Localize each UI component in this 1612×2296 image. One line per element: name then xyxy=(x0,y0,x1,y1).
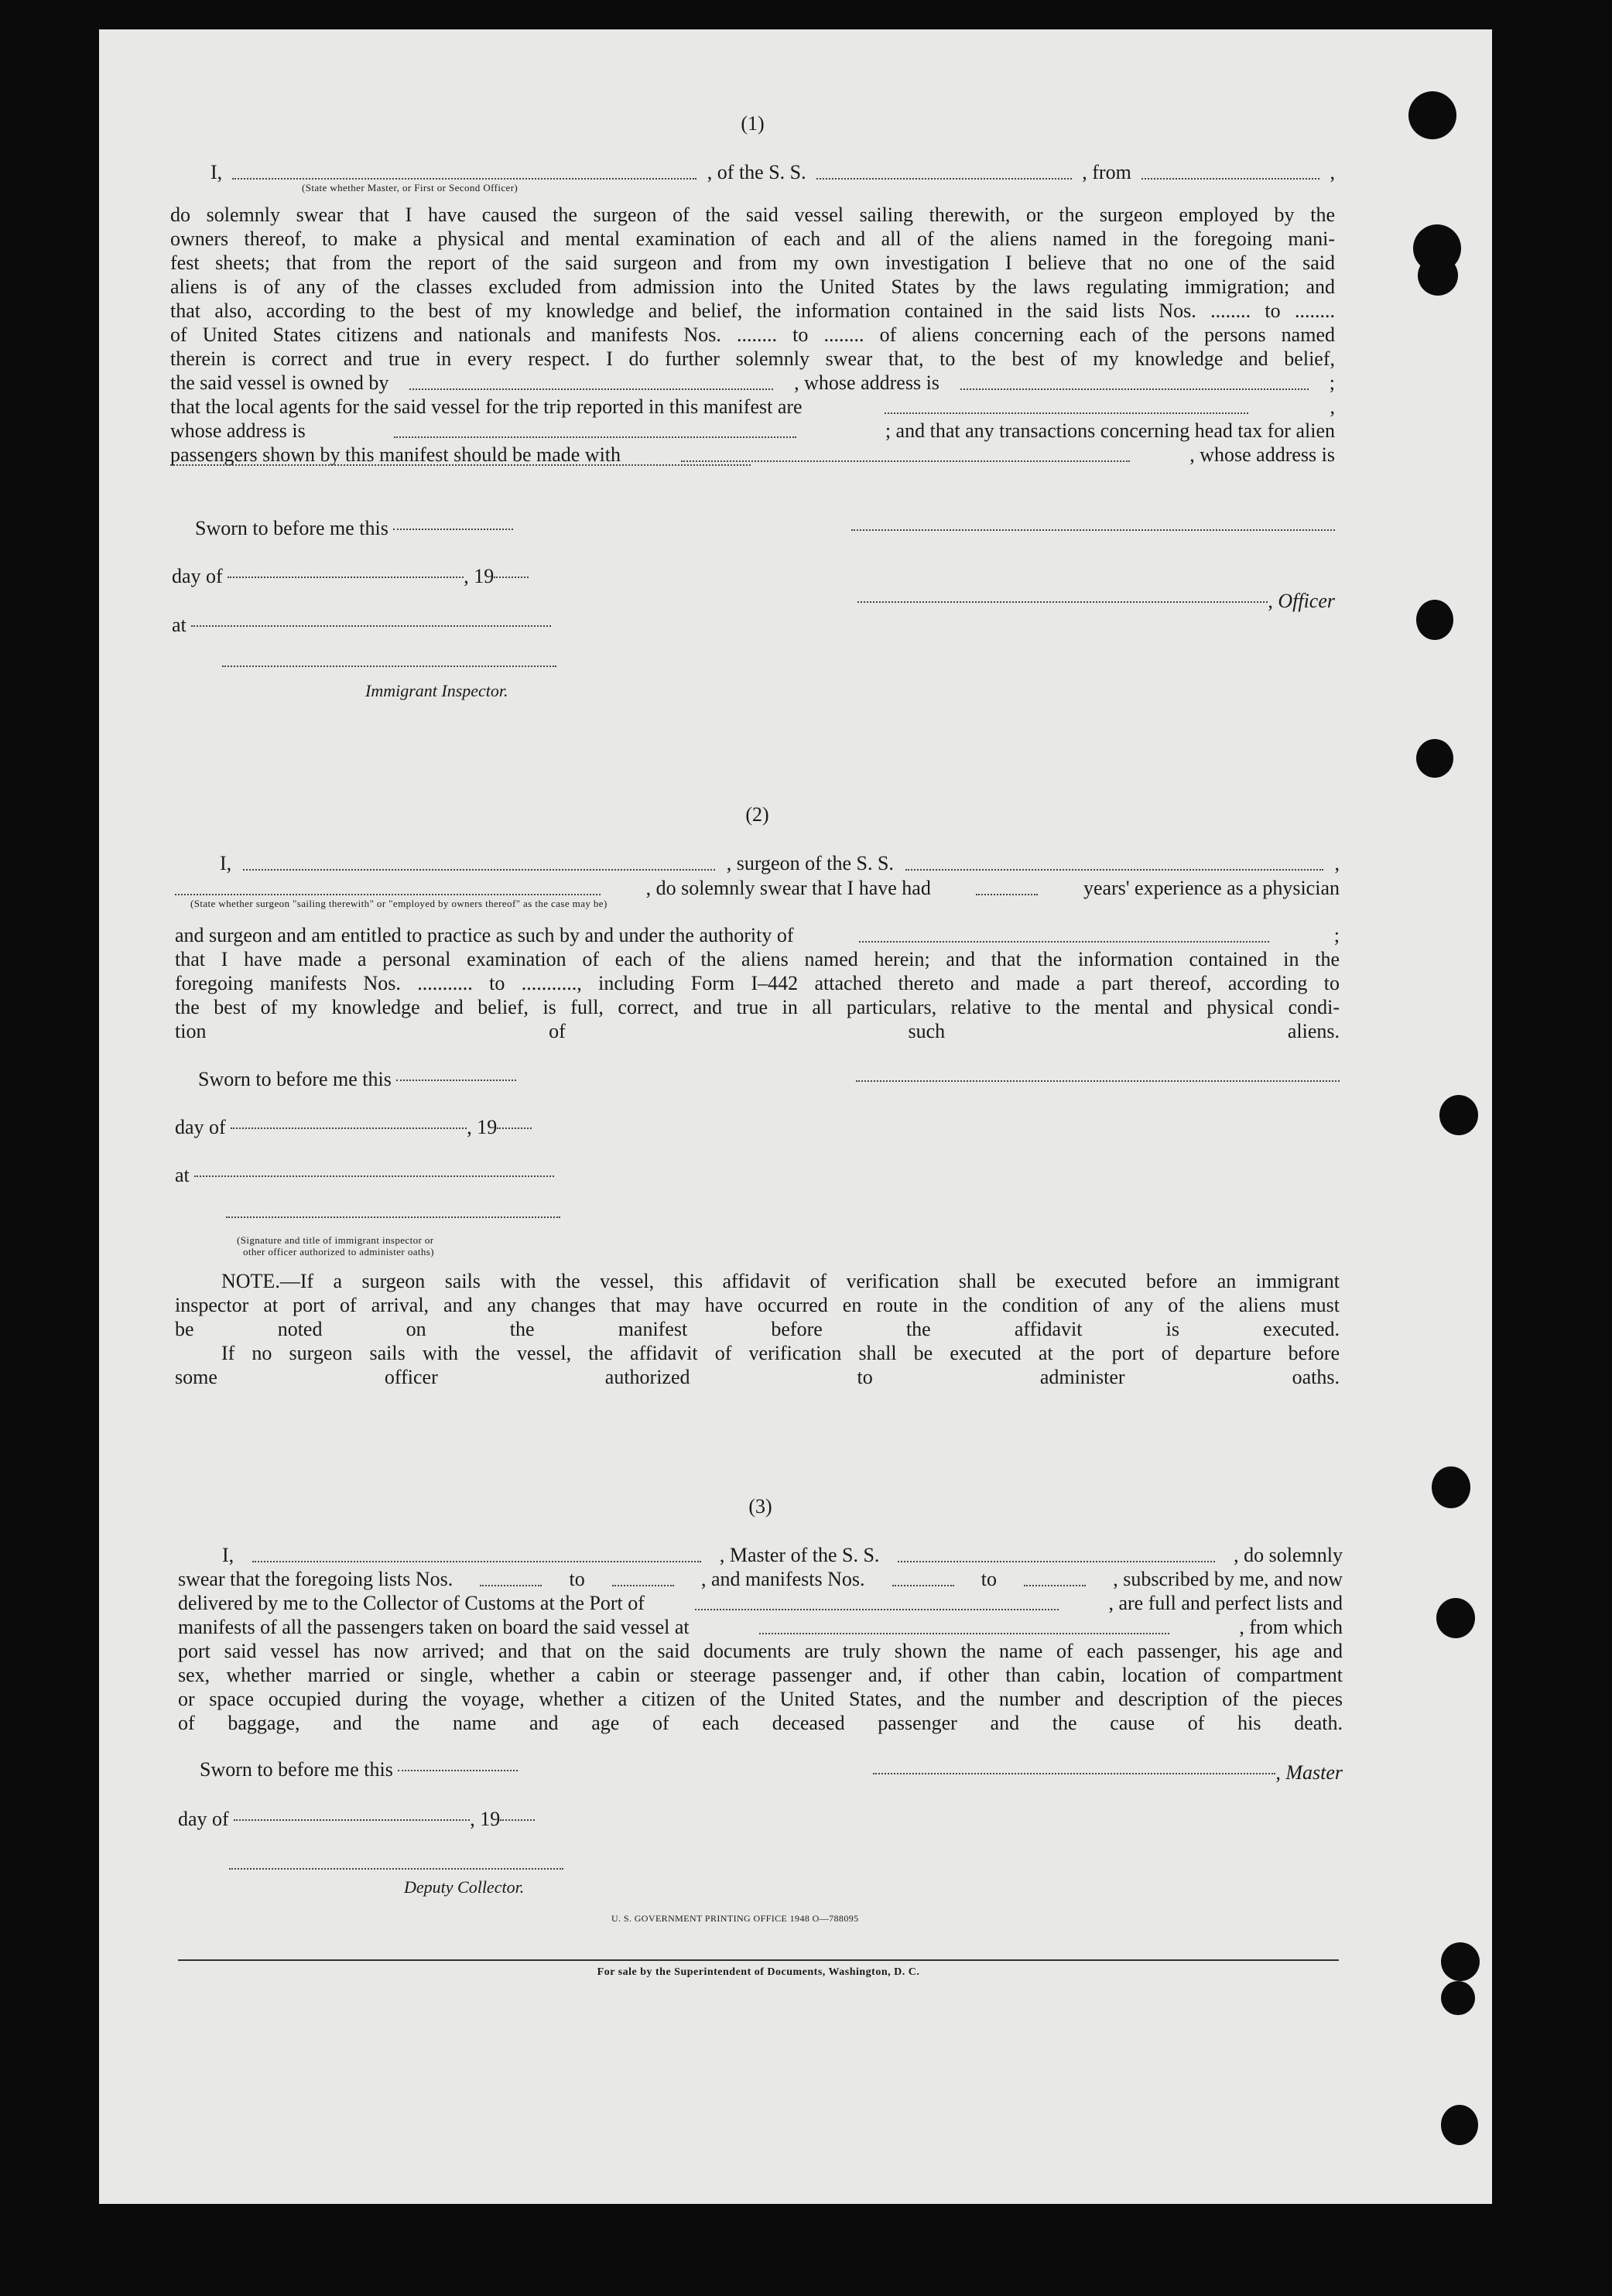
day-line: day of , 19 xyxy=(172,565,529,588)
sworn-date-field[interactable] xyxy=(398,1770,518,1771)
punch-hole xyxy=(1436,1598,1475,1638)
officer-name-field[interactable] xyxy=(232,156,696,180)
years-field[interactable] xyxy=(976,871,1038,895)
manifest-to-field[interactable] xyxy=(1024,1562,1086,1586)
head-tax-address-field[interactable] xyxy=(170,464,751,466)
agents-address-field[interactable] xyxy=(394,414,796,438)
section-number: (3) xyxy=(748,1495,772,1518)
collector-signature-field[interactable] xyxy=(229,1868,563,1870)
inspector-signature-field[interactable] xyxy=(226,1216,560,1218)
day-field[interactable] xyxy=(234,1819,470,1821)
officer-signature-field[interactable] xyxy=(851,529,1335,531)
inspector-signature-field[interactable] xyxy=(222,666,556,667)
head-tax-line: passengers shown by this manifest should be made with , whose address is xyxy=(170,443,1335,467)
officer-title-field[interactable] xyxy=(857,601,1268,603)
section-number: (1) xyxy=(741,112,765,135)
signature-caption: (Signature and title of immigrant inspector or xyxy=(237,1234,434,1246)
punch-hole xyxy=(1408,91,1456,139)
surgeon-status-field[interactable] xyxy=(175,871,601,895)
sworn-line: Sworn to before me this xyxy=(195,517,513,540)
owner-line: the said vessel is owned by , whose address is ; xyxy=(170,371,1335,395)
authority-field[interactable] xyxy=(859,919,1269,943)
punch-hole xyxy=(1439,1095,1478,1135)
day-line: day of , 19 xyxy=(175,1116,532,1139)
field-caption: (State whether surgeon "sailing therewith" or "employed by owners thereof" as the case may be) xyxy=(190,898,607,909)
agents-line: that the local agents for the said vessel for the trip reported in this manifest are , xyxy=(170,395,1335,419)
year-field[interactable] xyxy=(494,577,529,578)
surgeon-name-field[interactable] xyxy=(243,847,715,871)
agents-address-line: whose address is ; and that any transactions concerning head tax for alien xyxy=(170,419,1335,443)
punch-hole xyxy=(1441,1942,1480,1981)
at-place-field[interactable] xyxy=(194,1175,554,1177)
surgeon-line: I, , surgeon of the S. S. , xyxy=(220,851,1340,875)
printing-office-imprint: U. S. GOVERNMENT PRINTING OFFICE 1948 O—788095 xyxy=(611,1913,859,1924)
ship-name-field[interactable] xyxy=(816,156,1072,180)
lists-line: swear that the foregoing lists Nos. to , and manifests Nos. to , subscribed by me, and now xyxy=(178,1567,1343,1591)
head-tax-party-field[interactable] xyxy=(681,438,1130,462)
punch-hole xyxy=(1432,1466,1470,1508)
agents-field[interactable] xyxy=(885,390,1248,414)
list-from-field[interactable] xyxy=(480,1562,542,1586)
owner-field[interactable] xyxy=(409,366,773,390)
section-number: (2) xyxy=(745,803,769,826)
sworn-line: Sworn to before me this xyxy=(200,1758,518,1781)
day-line: day of , 19 xyxy=(178,1808,535,1831)
officer-line: , Officer xyxy=(851,590,1335,613)
footer-text: For sale by the Superintendent of Documents, Washington, D. C. xyxy=(597,1966,920,1978)
ship-name-field[interactable] xyxy=(898,1538,1215,1562)
at-line: at xyxy=(175,1164,554,1187)
sworn-line: Sworn to before me this xyxy=(198,1068,516,1091)
list-to-field[interactable] xyxy=(612,1562,674,1586)
from-port-field[interactable] xyxy=(1141,156,1319,180)
owner-address-field[interactable] xyxy=(960,366,1309,390)
master-signature-field[interactable] xyxy=(873,1773,1275,1774)
year-field[interactable] xyxy=(497,1127,532,1129)
ship-name-field[interactable] xyxy=(905,847,1323,871)
field-caption: (State whether Master, or First or Second Officer) xyxy=(302,182,519,193)
boarding-line: manifests of all the passengers taken on board the said vessel at , from which xyxy=(178,1615,1343,1639)
master-line: I, , of the S. S. , from , xyxy=(210,160,1335,184)
punch-hole xyxy=(1441,1981,1475,2015)
at-line: at xyxy=(172,614,551,637)
punch-hole xyxy=(1416,600,1453,640)
punch-hole xyxy=(1416,739,1453,778)
year-field[interactable] xyxy=(500,1819,535,1821)
punch-hole xyxy=(1441,2105,1478,2145)
boarding-port-field[interactable] xyxy=(759,1610,1169,1634)
port-field[interactable] xyxy=(695,1586,1059,1610)
deputy-collector-label: Deputy Collector. xyxy=(404,1877,525,1897)
at-place-field[interactable] xyxy=(191,625,551,627)
signature-caption: other officer authorized to administer oaths) xyxy=(243,1246,434,1257)
manifest-from-field[interactable] xyxy=(892,1562,954,1586)
authority-line: and surgeon and am entitled to practice as such by and under the authority of ; xyxy=(175,923,1340,947)
surgeon-signature-field[interactable] xyxy=(856,1080,1340,1082)
day-field[interactable] xyxy=(231,1127,467,1129)
port-line: delivered by me to the Collector of Customs at the Port of , are full and perfect lists and xyxy=(178,1591,1343,1615)
experience-line: , do solemnly swear that I have had years' experience as a physician xyxy=(175,876,1340,900)
punch-hole xyxy=(1418,255,1458,296)
inspector-label: Immigrant Inspector. xyxy=(365,681,508,700)
master-signature-line: , Master xyxy=(859,1761,1343,1784)
sworn-date-field[interactable] xyxy=(393,529,513,530)
day-field[interactable] xyxy=(228,577,464,578)
footer-rule xyxy=(178,1959,1339,1961)
master-name-field[interactable] xyxy=(252,1538,701,1562)
master-line: I, , Master of the S. S. , do solemnly xyxy=(222,1543,1343,1567)
sworn-date-field[interactable] xyxy=(396,1080,516,1081)
